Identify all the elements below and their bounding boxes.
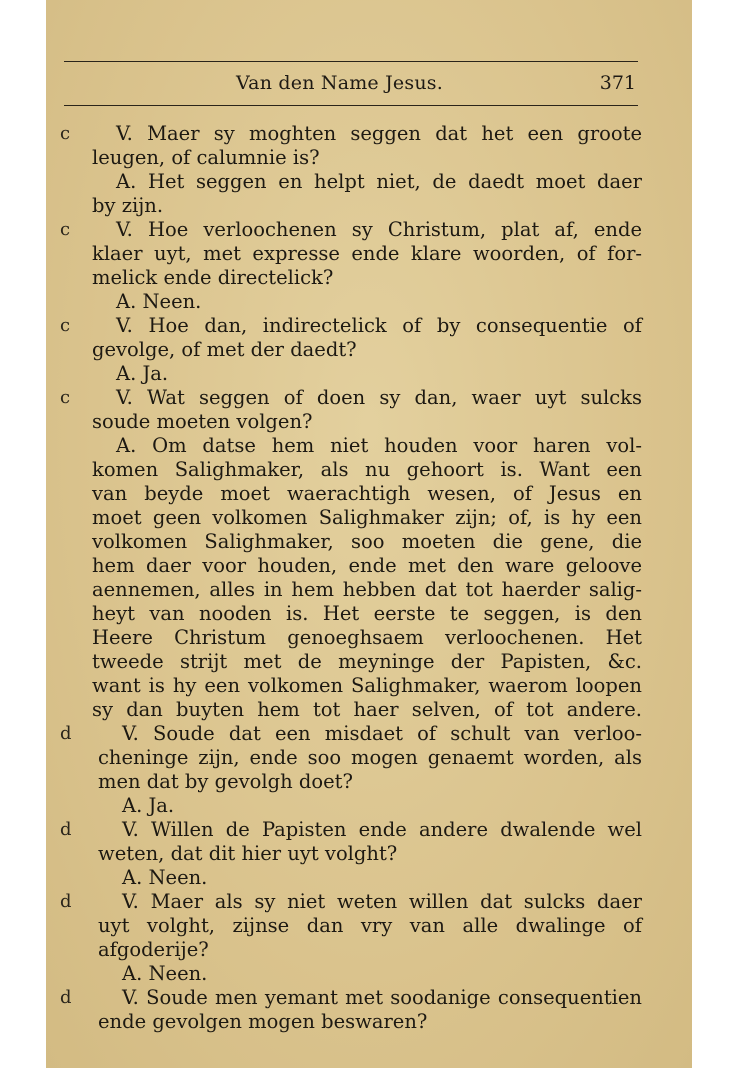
line-text: A. Neen. xyxy=(122,866,208,889)
text-line xyxy=(46,962,692,986)
line-text: volkomen Salighmaker, soo moeten die gene, die xyxy=(92,530,642,553)
text-line xyxy=(46,698,692,722)
line-text: moet geen volkomen Salighmaker zijn; of, is hy een xyxy=(92,506,642,529)
line-text: tweede strijt met de meyninge der Papisten, &c. xyxy=(92,650,642,673)
line-text: A. Het seggen en helpt niet, de daedt moet daer xyxy=(116,170,642,193)
text-line xyxy=(46,746,692,770)
text-line xyxy=(46,482,692,506)
text-line xyxy=(46,938,692,962)
line-text: V. Hoe dan, indirectelick of by consequentie of xyxy=(116,314,642,337)
line-text: heyt van nooden is. Het eerste te seggen, is den xyxy=(92,602,642,625)
text-line xyxy=(46,842,692,866)
line-text: hem daer voor houden, ende met den ware geloove xyxy=(92,554,642,577)
line-text: aennemen, alles in hem hebben dat tot haerder salig- xyxy=(92,578,642,601)
text-line xyxy=(46,530,692,554)
line-text: sy dan buyten hem tot haer selven, of tot andere. xyxy=(92,698,642,721)
line-text: V. Hoe verloochenen sy Christum, plat af, ende xyxy=(116,218,642,241)
text-line xyxy=(46,242,692,266)
margin-marker: d xyxy=(60,819,72,840)
line-text: V. Wat seggen of doen sy dan, waer uyt sulcks xyxy=(116,386,642,409)
line-text: V. Maer sy moghten seggen dat het een groote xyxy=(116,122,642,145)
text-line xyxy=(46,602,692,626)
line-text: A. Ja. xyxy=(122,794,175,817)
text-line xyxy=(46,122,692,146)
margin-marker: d xyxy=(60,891,72,912)
text-line xyxy=(46,314,692,338)
text-line xyxy=(46,554,692,578)
line-text: Heere Christum genoeghsaem verloochenen. Het xyxy=(92,626,642,649)
margin-marker: c xyxy=(60,315,71,336)
text-line xyxy=(46,986,692,1010)
margin-marker: c xyxy=(60,219,71,240)
text-line xyxy=(46,194,692,218)
line-text: weten, dat dit hier uyt volght? xyxy=(98,842,398,865)
text-line xyxy=(46,578,692,602)
text-line xyxy=(46,650,692,674)
text-line xyxy=(46,890,692,914)
text-line xyxy=(46,362,692,386)
line-text: cheninge zijn, ende soo mogen genaemt worden, als xyxy=(98,746,642,769)
text-line xyxy=(46,1010,692,1034)
line-text: afgoderije? xyxy=(98,938,209,961)
line-text: gevolge, of met der daedt? xyxy=(92,338,357,361)
text-line xyxy=(46,434,692,458)
text-line xyxy=(46,458,692,482)
text-line xyxy=(46,794,692,818)
margin-marker: d xyxy=(60,723,72,744)
text-line xyxy=(46,170,692,194)
line-text: by zijn. xyxy=(92,194,164,217)
line-text: A. Neen. xyxy=(122,962,208,985)
header-bottom-rule xyxy=(64,105,638,106)
text-line xyxy=(46,914,692,938)
text-line xyxy=(46,218,692,242)
line-text: A. Ja. xyxy=(116,362,169,385)
line-text: want is hy een volkomen Salighmaker, waerom loopen xyxy=(92,674,642,697)
line-text: melick ende directelick? xyxy=(92,266,334,289)
line-text: soude moeten volgen? xyxy=(92,410,313,433)
text-line xyxy=(46,410,692,434)
page-number: 371 xyxy=(599,72,636,94)
line-text: ende gevolgen mogen beswaren? xyxy=(98,1010,428,1033)
margin-marker: c xyxy=(60,123,71,144)
line-text: V. Maer als sy niet weten willen dat sulcks daer xyxy=(122,890,642,913)
line-text: V. Soude men yemant met soodanige consequentien xyxy=(122,986,642,1009)
text-line xyxy=(46,266,692,290)
page-body xyxy=(46,122,692,1034)
book-page xyxy=(46,0,692,1068)
text-line xyxy=(46,770,692,794)
text-line xyxy=(46,626,692,650)
line-text: V. Willen de Papisten ende andere dwalende wel xyxy=(122,818,642,841)
text-line xyxy=(46,146,692,170)
line-text: men dat by gevolgh doet? xyxy=(98,770,353,793)
margin-marker: c xyxy=(60,387,71,408)
text-line xyxy=(46,386,692,410)
margin-marker: d xyxy=(60,987,72,1008)
line-text: uyt volght, zijnse dan vry van alle dwalinge of xyxy=(98,914,642,937)
text-line xyxy=(46,674,692,698)
text-line xyxy=(46,722,692,746)
text-line xyxy=(46,290,692,314)
line-text: van beyde moet waerachtigh wesen, of Jesus en xyxy=(92,482,642,505)
text-line xyxy=(46,338,692,362)
line-text: A. Neen. xyxy=(116,290,202,313)
line-text: V. Soude dat een misdaet of schult van verloo- xyxy=(122,722,642,745)
line-text: A. Om datse hem niet houden voor haren vol- xyxy=(116,434,642,457)
running-title: Van den Name Jesus. xyxy=(236,72,443,94)
line-text: komen Salighmaker, als nu gehoort is. Want een xyxy=(92,458,642,481)
text-line xyxy=(46,506,692,530)
header-top-rule xyxy=(64,61,638,62)
line-text: klaer uyt, met expresse ende klare woorden, of for- xyxy=(92,242,642,265)
text-line xyxy=(46,818,692,842)
line-text: leugen, of calumnie is? xyxy=(92,146,320,169)
text-line xyxy=(46,866,692,890)
